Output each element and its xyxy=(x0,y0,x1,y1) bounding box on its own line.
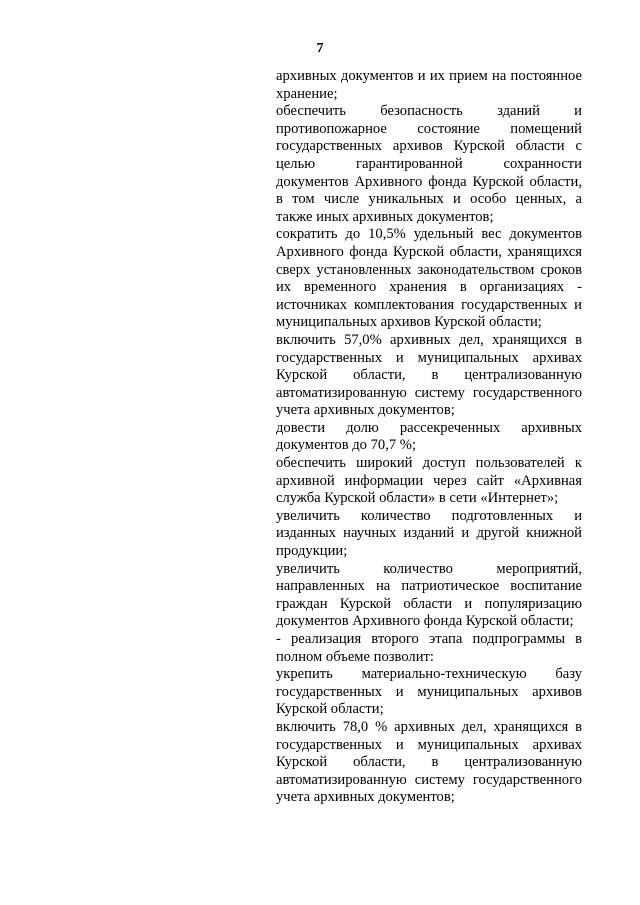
paragraph-reduce-overdue-storage: сократить до 10,5% удельный вес документов Архивного фонда Курской области, хранящихся сверх установленных законодательством сроков их временного хранения в организациях - источниках комплектования государственных и муниципальных архивов Курской области; xyxy=(276,226,582,331)
paragraph-archive-intake: архивных документов и их прием на постоянное хранение; xyxy=(276,68,582,102)
paragraph-declassified-share: довести долю рассекреченных архивных документов до 70,7 %; xyxy=(276,419,582,454)
paragraph-include-57-percent: включить 57,0% архивных дел, хранящихся в государственных и муниципальных архивах Курской области, в централизованную автоматизированную систему государственного учета архивных документов; xyxy=(276,331,582,419)
document-body xyxy=(276,68,582,807)
paragraph-patriotic-events: увеличить количество мероприятий, направленных на патриотическое воспитание граждан Курской области и популяризацию документов Архивного фонда Курской области; xyxy=(276,560,582,630)
paragraph-material-base: укрепить материально-техническую базу государственных и муниципальных архивов Курской области; xyxy=(276,666,582,718)
paragraph-include-78-percent: включить 78,0 % архивных дел, хранящихся в государственных и муниципальных архивах Курской области, в централизованную автоматизированную систему государственного учета архивных документов; xyxy=(276,718,582,806)
paragraph-building-safety: обеспечить безопасность зданий и противопожарное состояние помещений государственных архивов Курской области с целью гарантированной сохранности документов Архивного фонда Курской области, в том числе уникальных и особо ценных, а также иных архивных документов; xyxy=(276,103,582,225)
paragraph-publications: увеличить количество подготовленных и изданных научных изданий и другой книжной продукции; xyxy=(276,507,582,560)
paragraph-second-stage: - реализация второго этапа подпрограммы в полном объеме позволит: xyxy=(276,631,582,665)
paragraph-internet-access: обеспечить широкий доступ пользователей к архивной информации через сайт «Архивная служба Курской области» в сети «Интернет»; xyxy=(276,455,582,507)
page-number: 7 xyxy=(316,41,324,56)
